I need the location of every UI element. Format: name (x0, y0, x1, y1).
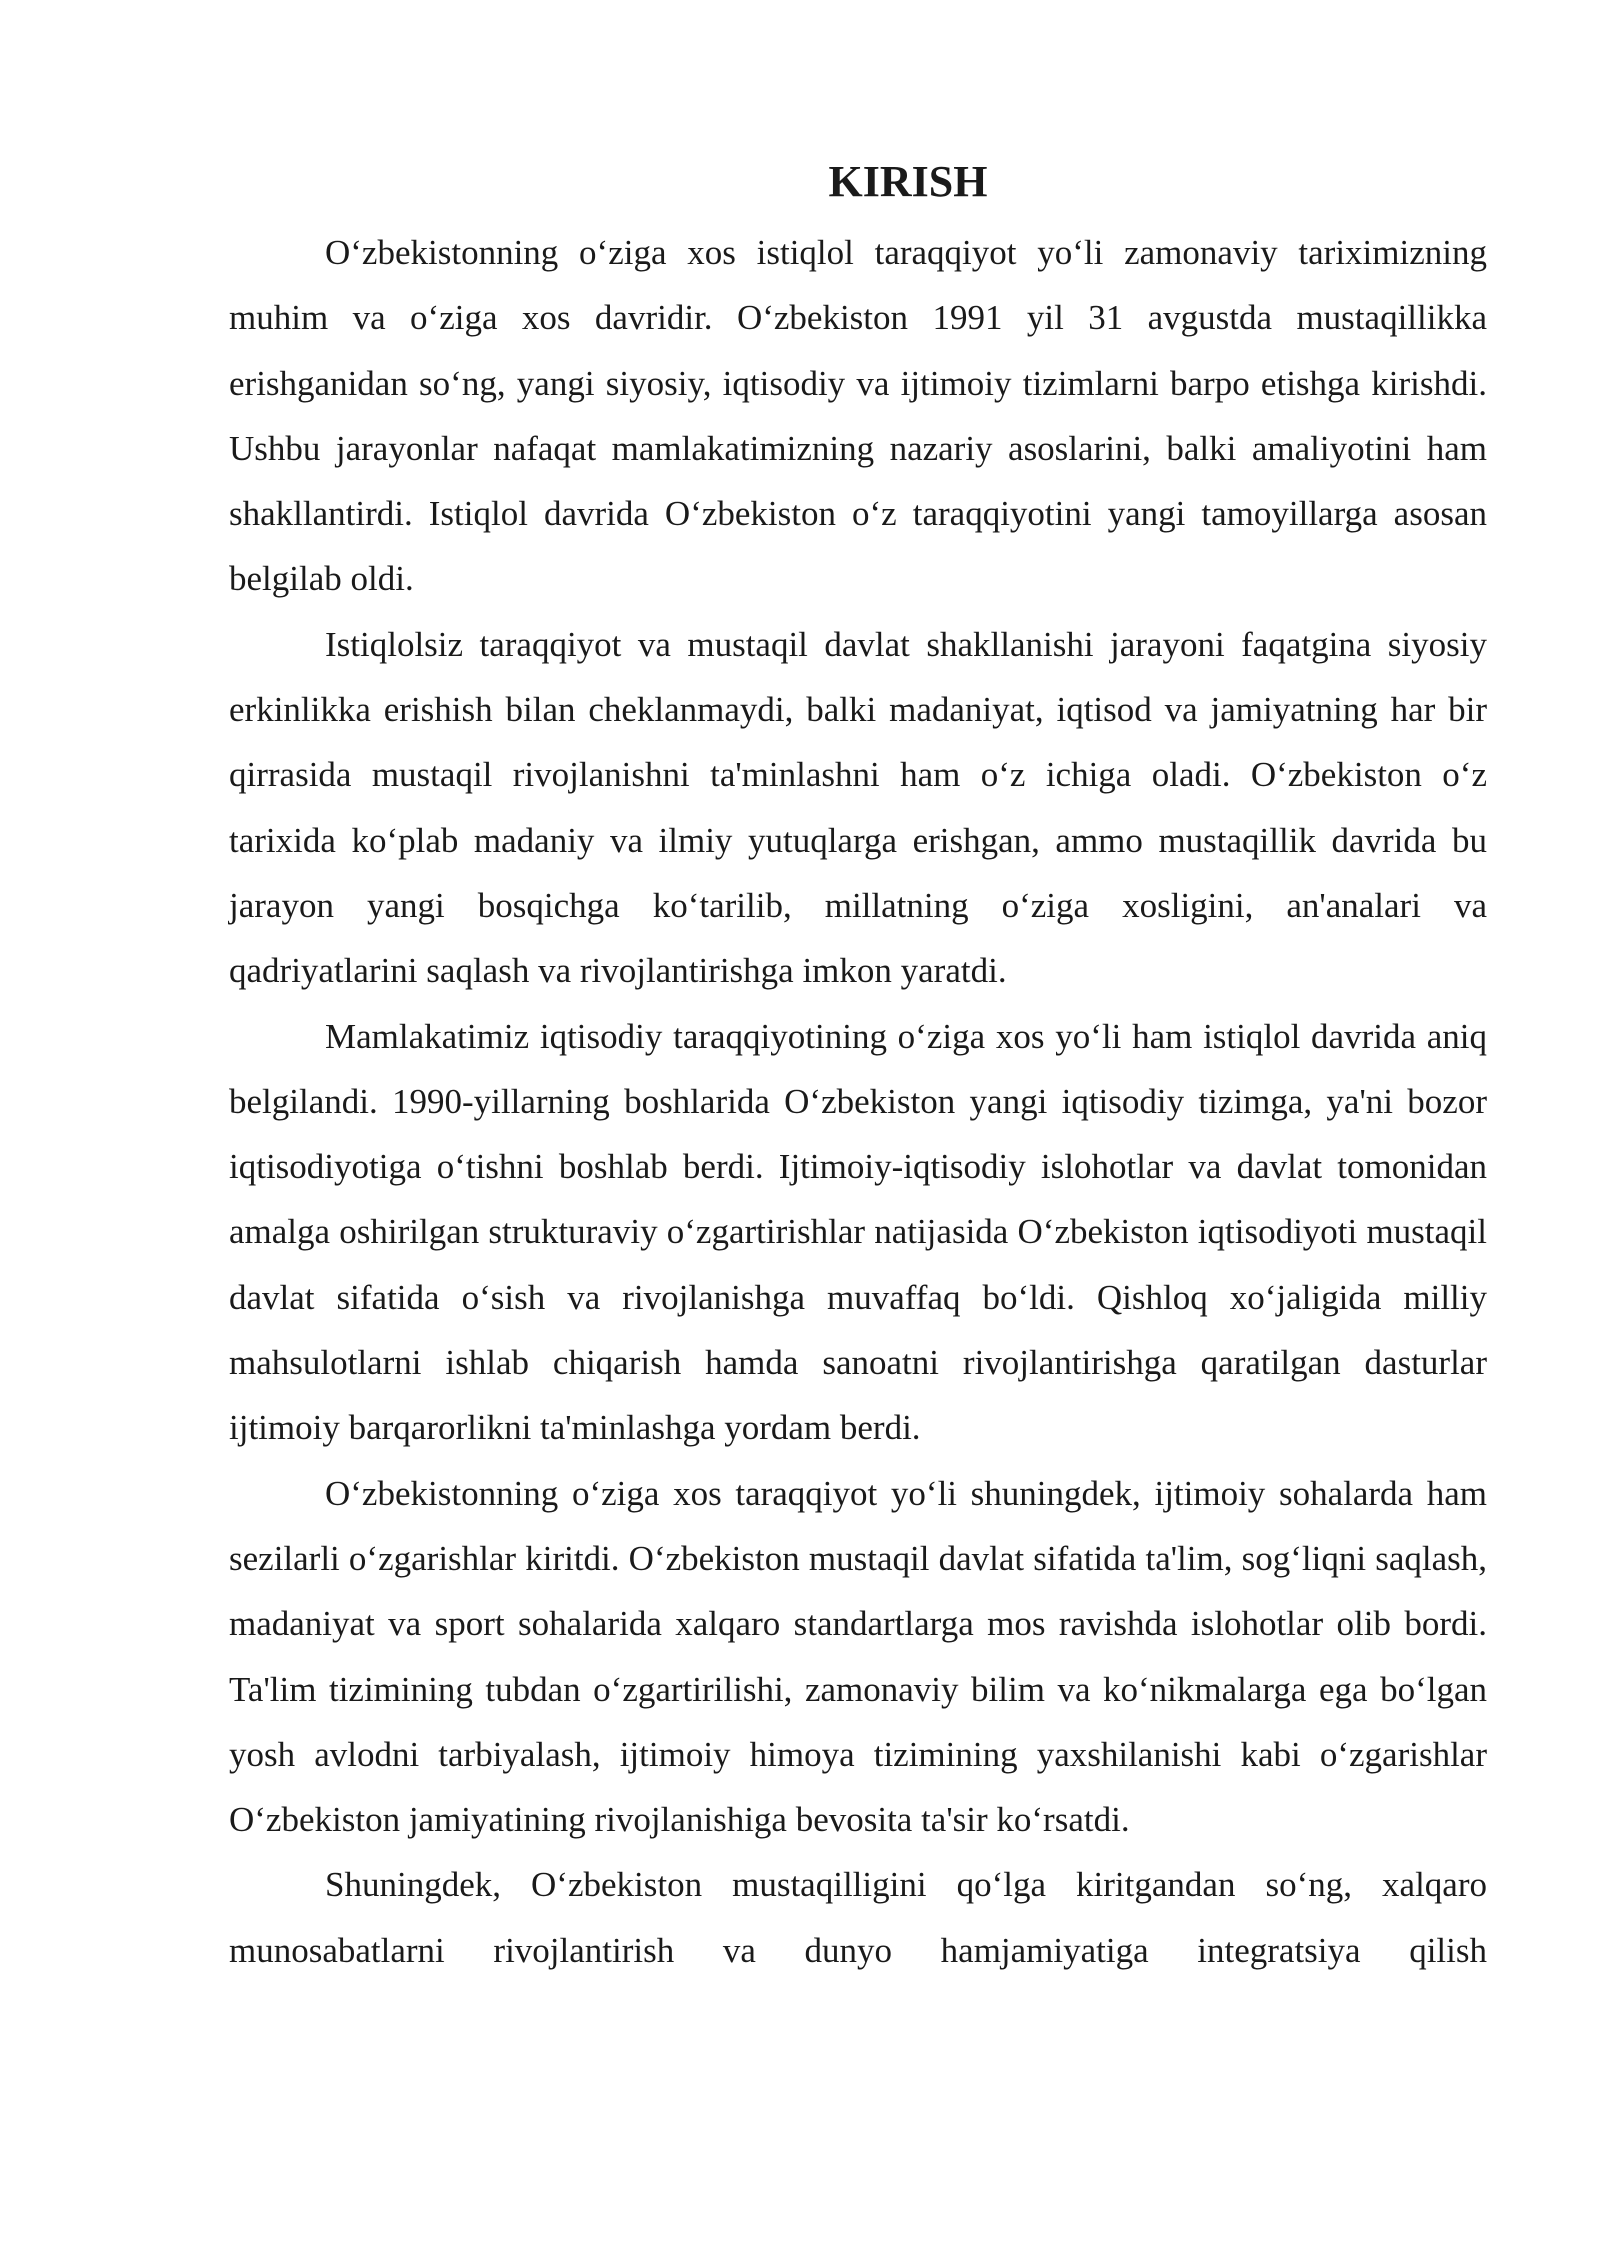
page-title: KIRISH (828, 157, 988, 206)
paragraph-3: Mamlakatimiz iqtisodiy taraqqiyotining o‘ziga xos yo‘li ham istiqlol davrida aniq belgilandi. 1990-yillarning boshlarida O‘zbekiston yangi iqtisodiy tizimga, ya'ni bozor iqtisodiyotiga o‘tishni boshlab berdi. Ijtimoiy-iqtisodiy islohotlar va davlat tomonidan amalga oshirilgan strukturaviy o‘zgartirishlar natijasida O‘zbekiston iqtisodiyoti mustaqil davlat sifatida o‘sish va rivojlanishga muvaffaq bo‘ldi. Qishloq xo‘jaligida milliy mahsulotlarni ishlab chiqarish hamda sanoatni rivojlantirishga qaratilgan dasturlar ijtimoiy barqarorlikni ta'minlashga yordam berdi. (229, 1016, 1487, 1448)
paragraph-2: Istiqlolsiz taraqqiyot va mustaqil davlat shakllanishi jarayoni faqatgina siyosiy erkinlikka erishish bilan cheklanmaydi, balki madaniyat, iqtisod va jamiyatning har bir qirrasida mustaqil rivojlanishni ta'minlashni ham o‘z ichiga oladi. O‘zbekiston o‘z tarixida ko‘plab madaniy va ilmiy yutuqlarga erishgan, ammo mustaqillik davrida bu jarayon yangi bosqichga ko‘tarilib, millatning o‘ziga xosligini, an'analari va qadriyatlarini saqlash va rivojlantirishga imkon yaratdi. (229, 624, 1487, 991)
paragraph-5: Shuningdek, O‘zbekiston mustaqilligini qo‘lga kiritgandan so‘ng, xalqaro munosabatlarni rivojlantirish va dunyo hamjamiyatiga integratsiya qilish (229, 1865, 1487, 1970)
document-body (229, 150, 1487, 1983)
paragraph-1: O‘zbekistonning o‘ziga xos istiqlol taraqqiyot yo‘li zamonaviy tariximizning muhim va o‘ziga xos davridir. O‘zbekiston 1991 yil 31 avgustda mustaqillikka erishganidan so‘ng, yangi siyosiy, iqtisodiy va ijtimoiy tizimlarni barpo etishga kirishdi. Ushbu jarayonlar nafaqat mamlakatimizning nazariy asoslarini, balki amaliyotini ham shakllantirdi. Istiqlol davrida O‘zbekiston o‘z taraqqiyotini yangi tamoyillarga asosan belgilab oldi. (229, 233, 1487, 599)
paragraph-4: O‘zbekistonning o‘ziga xos taraqqiyot yo‘li shuningdek, ijtimoiy sohalarda ham sezilarli o‘zgarishlar kiritdi. O‘zbekiston mustaqil davlat sifatida ta'lim, sog‘liqni saqlash, madaniyat va sport sohalarida xalqaro standartlarga mos ravishda islohotlar olib bordi. Ta'lim tizimining tubdan o‘zgartirilishi, zamonaviy bilim va ko‘nikmalarga ega bo‘lgan yosh avlodni tarbiyalash, ijtimoiy himoya tizimining yaxshilanishi kabi o‘zgarishlar O‘zbekiston jamiyatining rivojlanishiga bevosita ta'sir ko‘rsatdi. (229, 1473, 1487, 1840)
